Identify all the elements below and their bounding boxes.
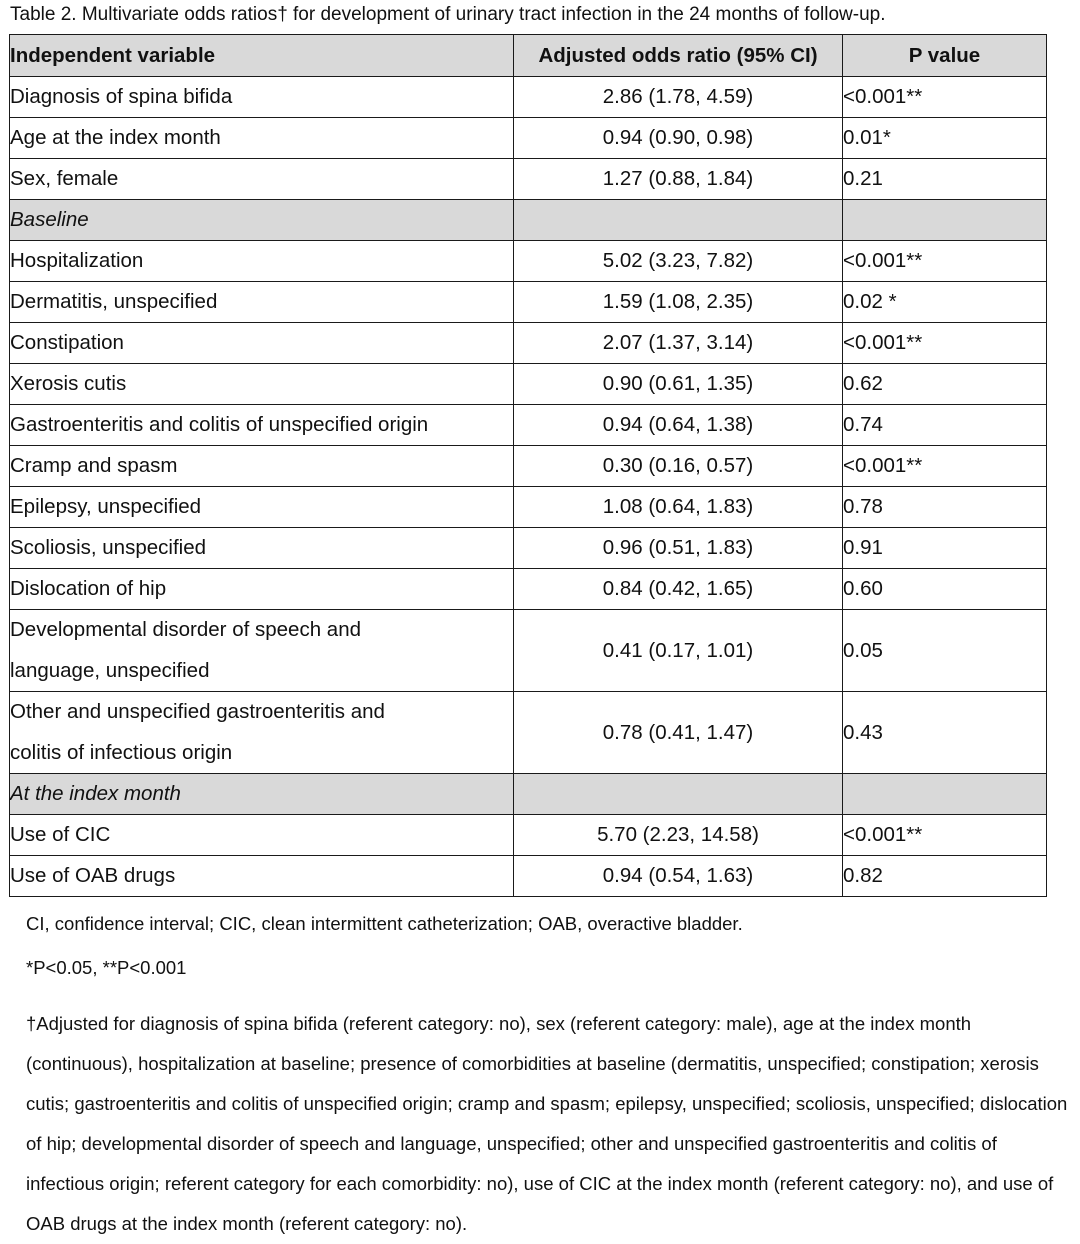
variable-cell	[10, 610, 514, 692]
empty-cell	[514, 774, 843, 815]
odds-ratio-cell: 0.78 (0.41, 1.47)	[514, 692, 843, 774]
header-p-value: P value	[843, 35, 1047, 77]
variable-cell	[10, 692, 514, 774]
odds-ratio-cell: 5.70 (2.23, 14.58)	[514, 815, 843, 856]
odds-ratio-cell: 1.27 (0.88, 1.84)	[514, 159, 843, 200]
header-adjusted-odds-ratio: Adjusted odds ratio (95% CI)	[514, 35, 843, 77]
footnote-abbreviations: CI, confidence interval; CIC, clean intermittent catheterization; OAB, overactive bladder.	[26, 913, 743, 934]
table-body	[10, 77, 1047, 897]
table-row	[10, 282, 1047, 323]
odds-ratio-cell: 1.59 (1.08, 2.35)	[514, 282, 843, 323]
footnote-significance: *P<0.05, **P<0.001	[26, 957, 187, 978]
variable-cell: Scoliosis, unspecified	[10, 528, 514, 569]
p-value-cell: <0.001**	[843, 446, 1047, 487]
variable-cell: Age at the index month	[10, 118, 514, 159]
table-row	[10, 569, 1047, 610]
table-row	[10, 118, 1047, 159]
odds-ratio-cell: 0.94 (0.90, 0.98)	[514, 118, 843, 159]
odds-ratio-table	[9, 34, 1047, 897]
p-value-cell: <0.001**	[843, 815, 1047, 856]
table-header-row	[10, 35, 1047, 77]
odds-ratio-cell: 0.94 (0.64, 1.38)	[514, 405, 843, 446]
variable-cell: Dislocation of hip	[10, 569, 514, 610]
p-value-cell: 0.02 *	[843, 282, 1047, 323]
variable-line: colitis of infectious origin	[10, 740, 233, 764]
variable-line: Other and unspecified gastroenteritis and	[10, 700, 385, 723]
odds-ratio-cell: 0.41 (0.17, 1.01)	[514, 610, 843, 692]
p-value-cell: 0.62	[843, 364, 1047, 405]
section-label: At the index month	[10, 774, 514, 815]
p-value-cell: 0.01*	[843, 118, 1047, 159]
table-row	[10, 528, 1047, 569]
odds-ratio-cell: 0.90 (0.61, 1.35)	[514, 364, 843, 405]
table-row	[10, 692, 1047, 774]
p-value-cell: 0.74	[843, 405, 1047, 446]
variable-line: Developmental disorder of speech and	[10, 618, 361, 641]
table-row	[10, 856, 1047, 897]
variable-cell: Constipation	[10, 323, 514, 364]
p-value-cell: <0.001**	[843, 241, 1047, 282]
odds-ratio-cell: 0.30 (0.16, 0.57)	[514, 446, 843, 487]
variable-cell: Xerosis cutis	[10, 364, 514, 405]
table-row	[10, 446, 1047, 487]
odds-ratio-cell: 0.84 (0.42, 1.65)	[514, 569, 843, 610]
variable-cell: Use of OAB drugs	[10, 856, 514, 897]
odds-ratio-cell: 0.94 (0.54, 1.63)	[514, 856, 843, 897]
odds-ratio-cell: 5.02 (3.23, 7.82)	[514, 241, 843, 282]
odds-ratio-cell: 1.08 (0.64, 1.83)	[514, 487, 843, 528]
table-caption: Table 2. Multivariate odds ratios† for development of urinary tract infection in the 24 months of follow-up.	[10, 4, 886, 25]
variable-cell: Diagnosis of spina bifida	[10, 77, 514, 118]
section-row	[10, 774, 1047, 815]
table-row	[10, 159, 1047, 200]
p-value-cell: 0.60	[843, 569, 1047, 610]
empty-cell	[843, 200, 1047, 241]
p-value-cell: 0.21	[843, 159, 1047, 200]
odds-ratio-cell: 2.07 (1.37, 3.14)	[514, 323, 843, 364]
table-row	[10, 610, 1047, 692]
table-row	[10, 241, 1047, 282]
variable-cell: Sex, female	[10, 159, 514, 200]
variable-cell: Hospitalization	[10, 241, 514, 282]
empty-cell	[843, 774, 1047, 815]
variable-cell: Gastroenteritis and colitis of unspecified origin	[10, 405, 514, 446]
header-independent-variable: Independent variable	[10, 35, 514, 77]
variable-cell: Use of CIC	[10, 815, 514, 856]
table-row	[10, 77, 1047, 118]
p-value-cell: 0.43	[843, 692, 1047, 774]
section-label: Baseline	[10, 200, 514, 241]
p-value-cell: 0.05	[843, 610, 1047, 692]
table-row	[10, 815, 1047, 856]
section-row	[10, 200, 1047, 241]
p-value-cell: 0.91	[843, 528, 1047, 569]
odds-ratio-cell: 2.86 (1.78, 4.59)	[514, 77, 843, 118]
table-row	[10, 323, 1047, 364]
p-value-cell: <0.001**	[843, 77, 1047, 118]
table-row	[10, 405, 1047, 446]
footnote-adjustment: †Adjusted for diagnosis of spina bifida (referent category: no), sex (referent category: male), age at the index month (continuous), hospitalization at baseline; presence of comorbidities at baseline (dermatitis, unspecified; constipation; xerosis cutis; gastroenteritis and colitis of unspecified origin; cramp and spasm; epilepsy, unspecified; scoliosis, unspecified; dislocation of hip; developmental disorder of speech and language, unspecified; other and unspecified gastroenteritis and colitis of infectious origin; referent category for each comorbidity: no), use of CIC at the index month (referent category: no), and use of OAB drugs at the index month (referent category: no).	[26, 1013, 1068, 1234]
table-row	[10, 364, 1047, 405]
p-value-cell: 0.82	[843, 856, 1047, 897]
odds-ratio-cell: 0.96 (0.51, 1.83)	[514, 528, 843, 569]
variable-cell: Epilepsy, unspecified	[10, 487, 514, 528]
variable-line: language, unspecified	[10, 658, 210, 682]
variable-cell: Dermatitis, unspecified	[10, 282, 514, 323]
variable-cell: Cramp and spasm	[10, 446, 514, 487]
p-value-cell: 0.78	[843, 487, 1047, 528]
empty-cell	[514, 200, 843, 241]
table-row	[10, 487, 1047, 528]
p-value-cell: <0.001**	[843, 323, 1047, 364]
